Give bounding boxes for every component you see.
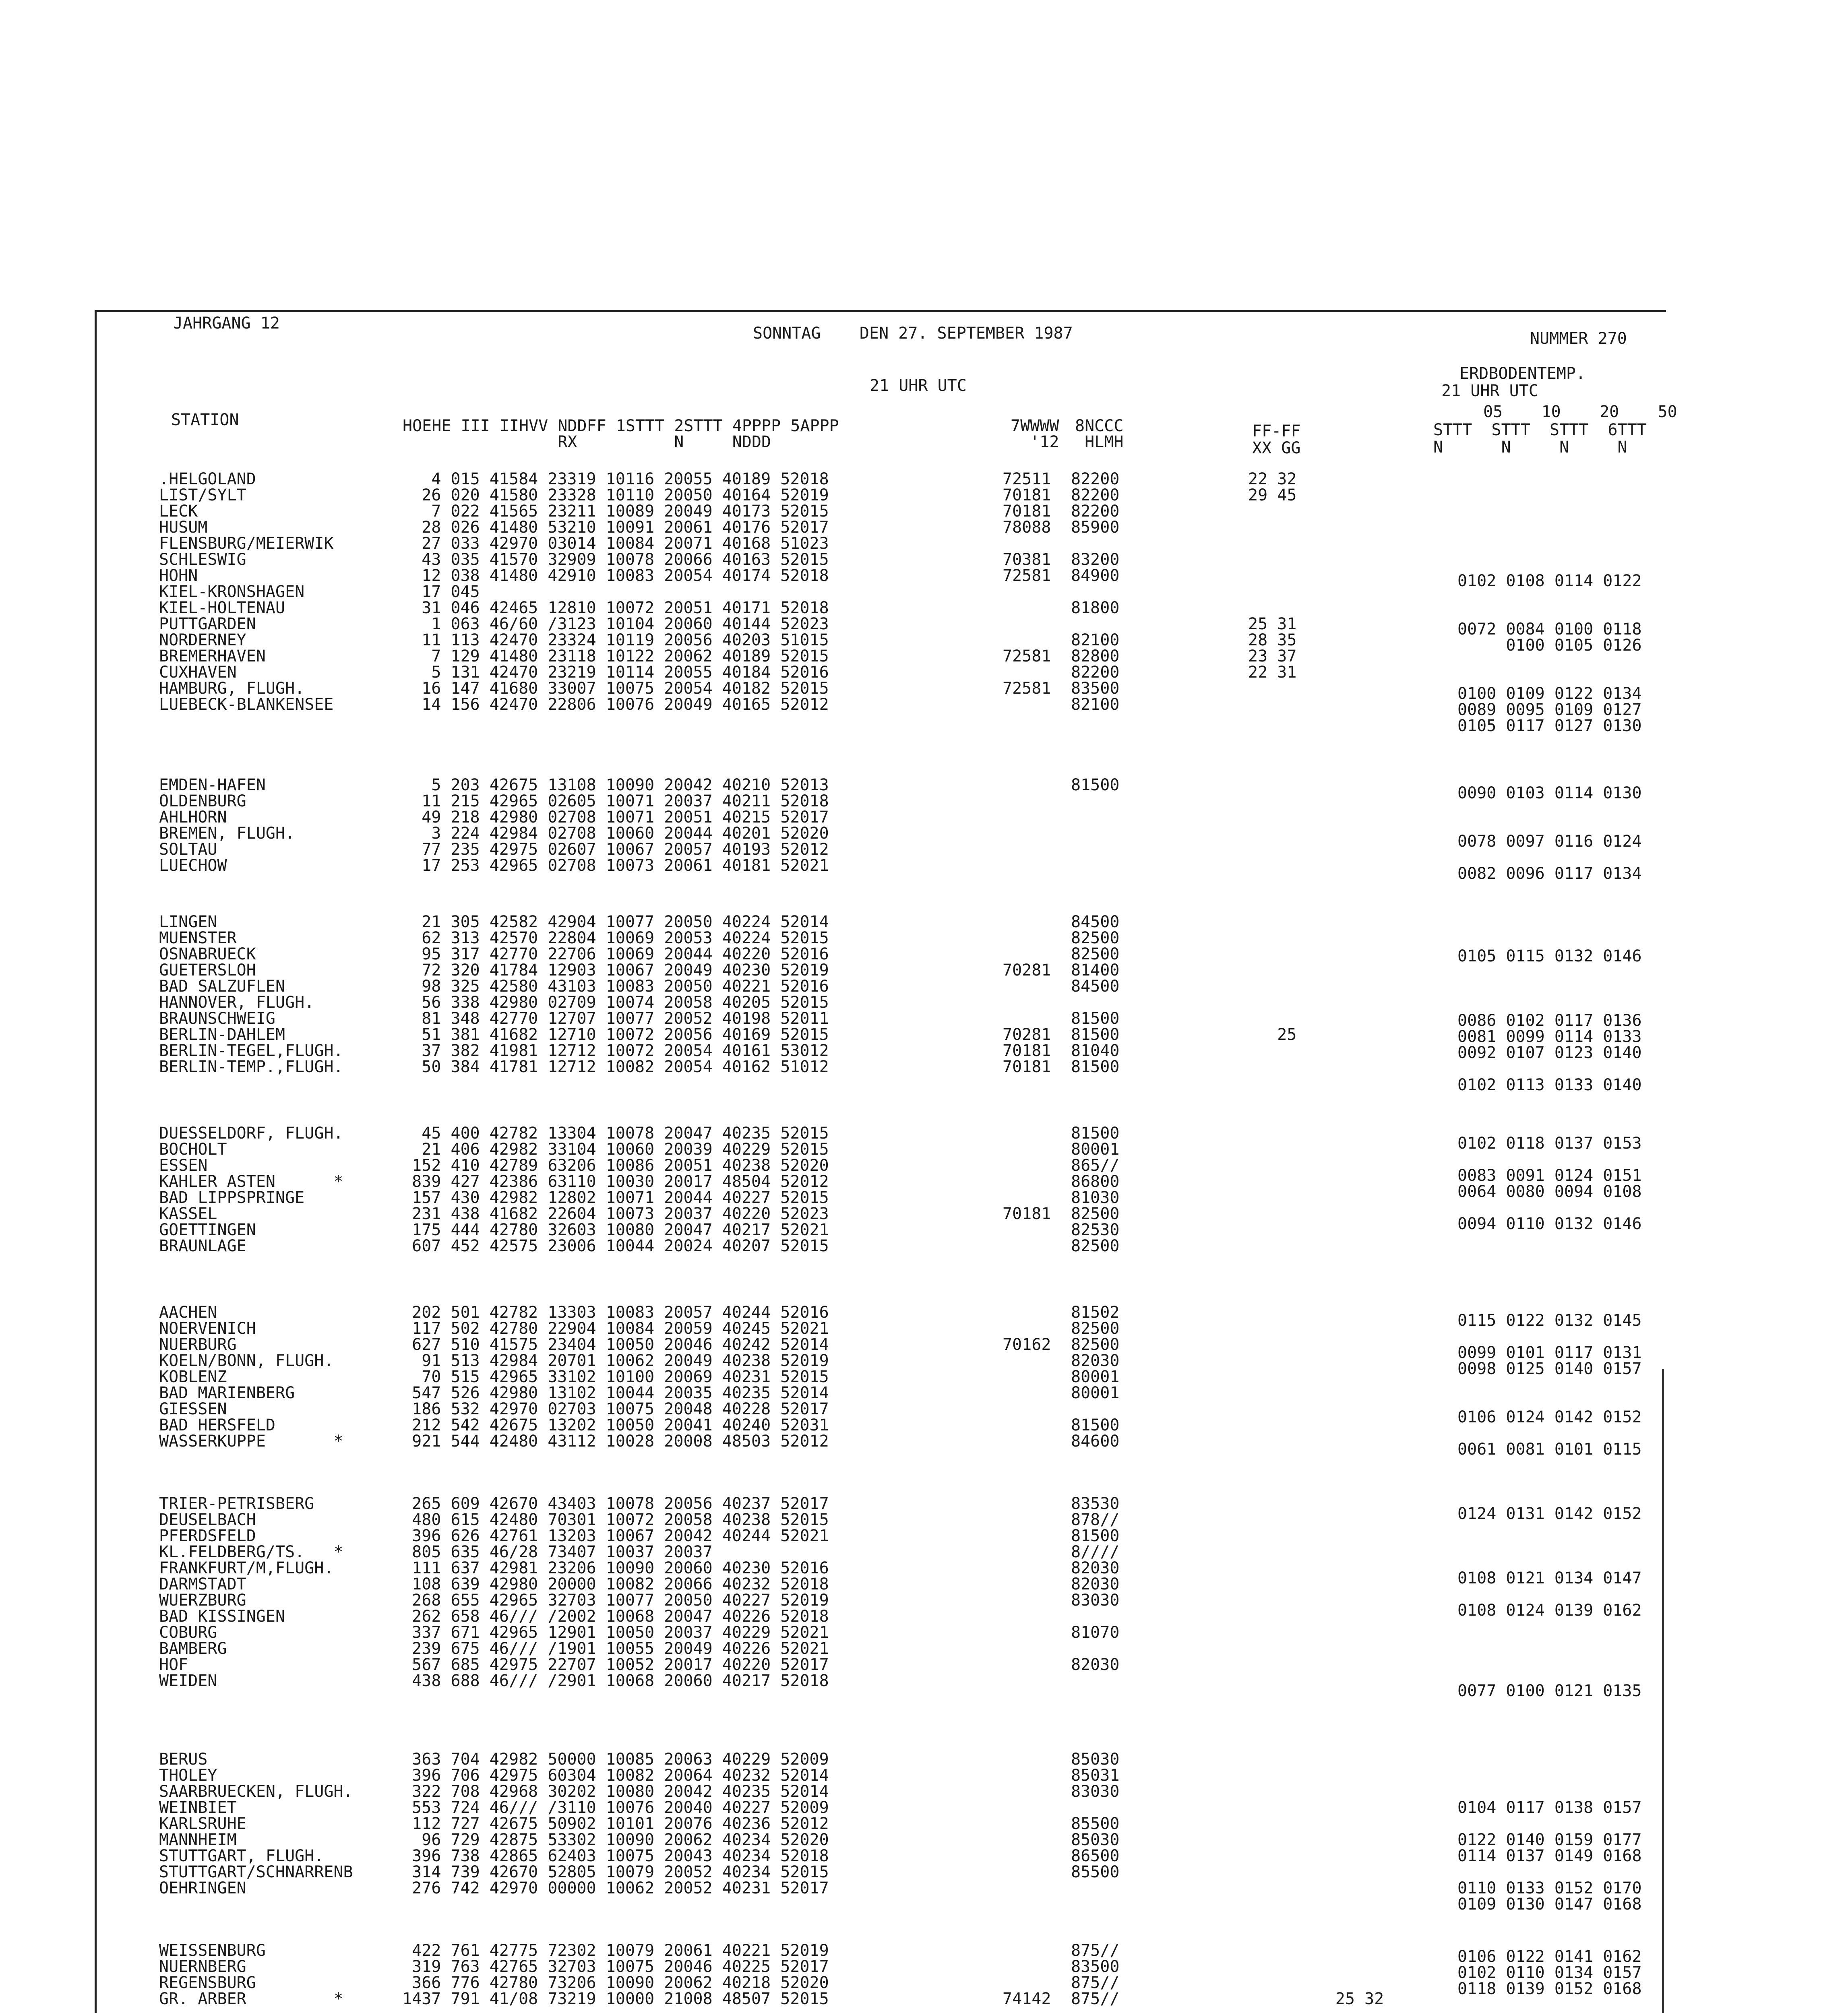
synop-values: 45 400 42782 13304 10078 20047 40235 52015 21 406 42982 33104 10060 20039 40229 52015 152 410 42789 63206 10086 20051 40238 52020 839 427 42386 63110 10030 20017 48504 52012 157 430 42982 12802 10071 20044 40227 52015 231 438 41682 22604 10073 20037 40220 52023 175 444 42780 32603 10080 20047 40217 52021 607 452 42575 23006 10044 20024 40207 52015 (412, 1124, 829, 1255)
station-names: WEISSENBURG NUERNBERG REGENSBURG GR. ARBER * (159, 1941, 343, 2008)
station-names: LINGEN MUENSTER OSNABRUECK GUETERSLOH BAD SALZUFLEN HANNOVER, FLUGH. BRAUNSCHWEIG BERLIN-DAHLEM BERLIN-TEGEL,FLUGH. BERLIN-TEMP.,FLUGH. (159, 913, 343, 1076)
group8-header-line2: HLMH (1075, 433, 1124, 451)
gust-values: 22 32 29 45 25 31 28 35 23 37 22 31 (1248, 470, 1297, 682)
group8-header-line1: 8NCCC (1075, 417, 1124, 435)
station-names: EMDEN-HAFEN OLDENBURG AHLHORN BREMEN, FLUGH. SOLTAU LUECHOW (159, 776, 295, 875)
observation-time: 21 UHR UTC (870, 376, 967, 395)
frame-right-edge (1662, 1369, 1664, 2013)
cloud-group-values: 875// 83500 875// 875// (1071, 1941, 1120, 2008)
ground-temperature-values: 0115 0122 0132 0145 0099 0101 0117 0131 0098 0125 0140 0157 0106 0124 0142 0152 0061 0081 0101 0115 (1457, 1311, 1642, 1459)
group7-header-line2: '12 (1011, 433, 1059, 451)
ground-temp-title: ERDBODENTEMP. (1459, 364, 1586, 383)
depth-header: 05 10 20 50 (1474, 403, 1677, 421)
weather-group-values: 70181 (1003, 1205, 1051, 1223)
group7-header-line1: 7WWWW (1011, 417, 1059, 435)
synop-values: 5 203 42675 13108 10090 20042 40210 52013 11 215 42965 02605 10071 20037 40211 52018 49 218 42980 02708 10071 20051 40215 52017 3 224 42984 02708 10060 20044 40201 52020 77 235 42975 02607 10067 20057 40193 52012 17 253 42965 02708 10073 20061 40181 52021 (422, 776, 829, 875)
gust-values: 25 (1277, 1025, 1297, 1044)
synop-values: 4 015 41584 23319 10116 20055 40189 52018 26 020 41580 23328 10110 20050 40164 52019 7 022 41565 23211 10089 20049 40173 52015 28 026 41480 53210 10091 20061 40176 52017 27 033 42970 03014 10084 20071 40168 51023 43 035 41570 32909 10078 20066 40163 52015 12 038 41480 42910 10083 20054 40174 52018 17 045 31 046 42465 12810 10072 20051 40171 52018 1 063 46/60 /3123 10104 20060 40144 52023 11 113 42470 23324 10119 20056 40203 51015 7 129 41480 23118 10122 20062 40189 52015 5 131 42470 23219 10114 20055 40184 52016 16 147 41680 33007 10075 20054 40182 52015 14 156 42470 22806 10076 20049 40165 52012 (422, 470, 829, 714)
ground-temperature-values: 0105 0115 0132 0146 0086 0102 0117 0136 0081 0099 0114 0133 0092 0107 0123 0140 0102 0113 0133 0140 (1457, 947, 1642, 1094)
station-names: .HELGOLAND LIST/SYLT LECK HUSUM FLENSBURG/MEIERWIK SCHLESWIG HOHN KIEL-KRONSHAGEN KIEL-HOLTENAU PUTTGARDEN NORDERNEY BREMERHAVEN CUXHAVEN HAMBURG, FLUGH. LUEBECK-BLANKENSEE (159, 470, 334, 714)
weather-group-values: 74142 (1003, 1990, 1051, 2008)
gust-header-line2: XX GG (1252, 439, 1301, 457)
issue-number: NUMMER 270 (1530, 329, 1627, 348)
ground-temperature-values: 0104 0117 0138 0157 0122 0140 0159 0177 0114 0137 0149 0168 0110 0133 0152 0170 0109 0130 0147 0168 (1457, 1798, 1642, 1914)
ground-temperature-values: 0090 0103 0114 0130 0078 0097 0116 0124 0082 0096 0117 0134 (1457, 784, 1642, 883)
synop-values: 21 305 42582 42904 10077 20050 40224 52014 62 313 42570 22804 10069 20053 40224 52015 95 317 42770 22706 10069 20044 40220 52016 72 320 41784 12903 10067 20049 40230 52019 98 325 42580 43103 10083 20050 40221 52016 56 338 42980 02709 10074 20058 40205 52015 81 348 42770 12707 10077 20052 40198 52011 51 381 41682 12710 10072 20056 40169 52015 37 382 41981 12712 10072 20054 40161 53012 50 384 41781 12712 10082 20054 40162 51012 (422, 913, 829, 1076)
main-columns-header-line2: RX N NDDD (403, 433, 771, 451)
cloud-group-values: 85030 85031 83030 85500 85030 86500 85500 (1071, 1750, 1120, 1881)
weather-group-values: 70162 (1003, 1335, 1051, 1354)
gust-header-line1: FF-FF (1252, 422, 1301, 440)
ground-temp-time: 21 UHR UTC (1441, 382, 1538, 400)
ground-header-line2: N N N N (1433, 438, 1627, 457)
station-names: BERUS THOLEY SAARBRUECKEN, FLUGH. WEINBIET KARLSRUHE MANNHEIM STUTTGART, FLUGH. STUTTGART/SCHNARRENB OEHRINGEN (159, 1750, 353, 1897)
station-names: TRIER-PETRISBERG DEUSELBACH PFERDSFELD KL.FELDBERG/TS. * FRANKFURT/M,FLUGH. DARMSTADT WUERZBURG BAD KISSINGEN COBURG BAMBERG HOF WEIDEN (159, 1494, 343, 1690)
station-names: AACHEN NOERVENICH NUERBURG KOELN/BONN, FLUGH. KOBLENZ BAD MARIENBERG GIESSEN BAD HERSFELD WASSERKUPPE * (159, 1303, 343, 1451)
weather-group-values: 72511 70181 70181 78088 70381 72581 72581 72581 (1003, 470, 1051, 698)
cloud-group-values: 83530 878// 81500 8//// 82030 82030 83030 81070 82030 (1071, 1494, 1120, 1674)
synop-values: 265 609 42670 43403 10078 20056 40237 52017 480 615 42480 70301 10072 20058 40238 52015 396 626 42761 13203 10067 20042 40244 52021 805 635 46/28 73407 10037 20037 111 637 42981 23206 10090 20060 40230 52016 108 639 42980 20000 10082 20066 40232 52018 268 655 42965 32703 10077 20050 40227 52019 262 658 46/// /2002 10068 20047 40226 52018 337 671 42965 12901 10050 20037 40229 52021 239 675 46/// /1901 10055 20049 40226 52021 567 685 42975 22707 10052 20017 40220 52017 438 688 46/// /2901 10068 20060 40217 52018 (412, 1494, 829, 1690)
jahrgang-label: JAHRGANG 12 (173, 314, 280, 333)
cloud-group-values: 81500 80001 865// 86800 81030 82500 82530 82500 (1071, 1124, 1120, 1255)
gust-values: 25 32 (1335, 1990, 1384, 2008)
weather-group-values: 70281 70281 70181 70181 (1003, 961, 1051, 1076)
cloud-group-values: 82200 82200 82200 85900 83200 84900 81800 82100 82800 82200 83500 82100 (1071, 470, 1120, 714)
synop-values: 363 704 42982 50000 10085 20063 40229 52009 396 706 42975 60304 10082 20064 40232 52014 322 708 42968 30202 10080 20042 40235 52014 553 724 46/// /3110 10076 20040 40227 52009 112 727 42675 50902 10101 20076 40236 52012 96 729 42875 53302 10090 20062 40234 52020 396 738 42865 62403 10075 20043 40234 52018 314 739 42670 52805 10079 20052 40234 52015 276 742 42970 00000 10062 20052 40231 52017 (412, 1750, 829, 1897)
synop-values: 202 501 42782 13303 10083 20057 40244 52016 117 502 42780 22904 10084 20059 40245 52021 627 510 41575 23404 10050 20046 40242 52014 91 513 42984 20701 10062 20049 40238 52019 70 515 42965 33102 10100 20069 40231 52015 547 526 42980 13102 10044 20035 40235 52014 186 532 42970 02703 10075 20048 40228 52017 212 542 42675 13202 10050 20041 40240 52031 921 544 42480 43112 10028 20008 48503 52012 (412, 1303, 829, 1451)
station-names: DUESSELDORF, FLUGH. BOCHOLT ESSEN KAHLER ASTEN * BAD LIPPSPRINGE KASSEL GOETTINGEN BRAUNLAGE (159, 1124, 343, 1255)
ground-temperature-values: 0106 0122 0141 0162 0102 0110 0134 0157 0118 0139 0152 0168 (1457, 1947, 1642, 1998)
synop-values: 422 761 42775 72302 10079 20061 40221 52019 319 763 42765 32703 10075 20046 40225 52017 366 776 42780 73206 10090 20062 40218 52020 1437 791 41/08 73219 10000 21008 48507 52015 (402, 1941, 829, 2008)
ground-header-line1: STTT STTT STTT 6TTT (1433, 421, 1647, 439)
main-columns-header-line1: HOEHE III IIHVV NDDFF 1STTT 2STTT 4PPPP 5APPP (403, 417, 839, 435)
station-column-header: STATION (171, 411, 239, 429)
cloud-group-values: 81502 82500 82500 82030 80001 80001 81500 84600 (1071, 1303, 1120, 1451)
report-date: SONNTAG DEN 27. SEPTEMBER 1987 (753, 324, 1073, 343)
cloud-group-values: 84500 82500 82500 81400 84500 81500 81500 81040 81500 (1071, 913, 1120, 1076)
ground-temperature-values: 0102 0108 0114 0122 0072 0084 0100 0118 0100 0105 0126 0100 0109 0122 0134 0089 0095 0109 0127 0105 0117 0127 0130 (1457, 572, 1642, 735)
cloud-group-values: 81500 (1071, 776, 1120, 794)
ground-temperature-values: 0102 0118 0137 0153 0083 0091 0124 0151 0064 0080 0094 0108 0094 0110 0132 0146 (1457, 1134, 1642, 1233)
ground-temperature-values: 0124 0131 0142 0152 0108 0121 0134 0147 0108 0124 0139 0162 0077 0100 0121 0135 (1457, 1505, 1642, 1700)
